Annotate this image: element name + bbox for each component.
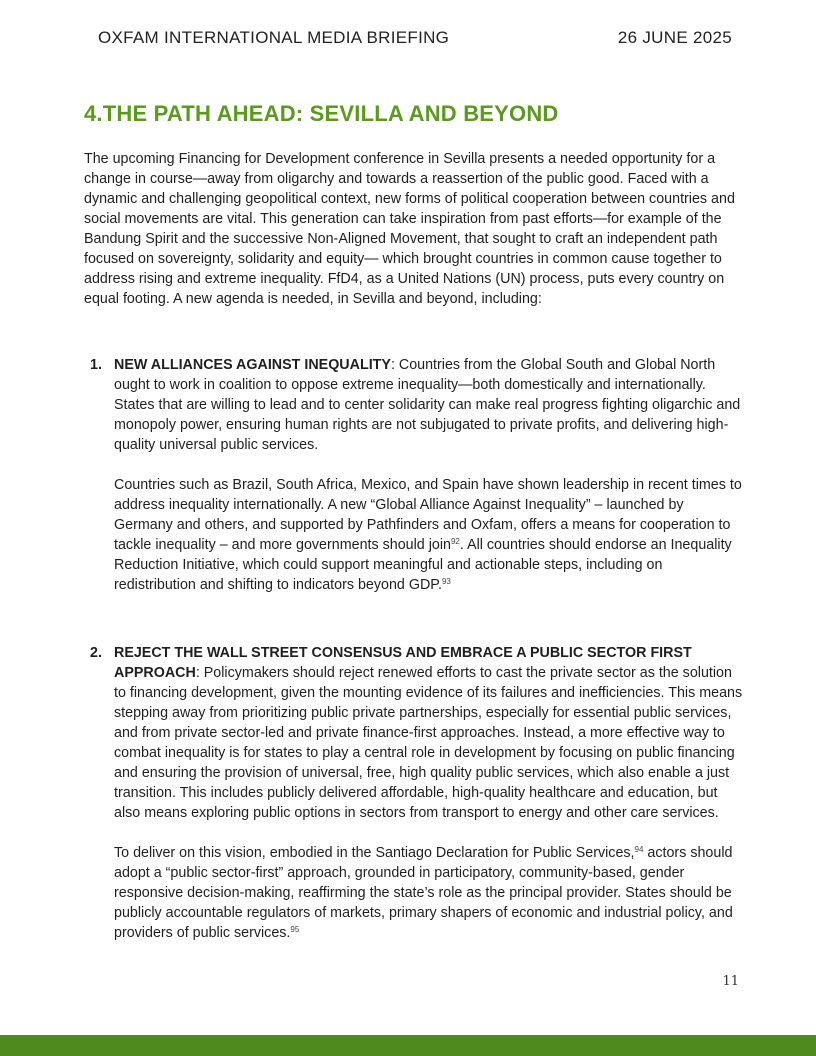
list-item-2 [84, 643, 744, 943]
intro-paragraph: The upcoming Financing for Development conference in Sevilla presents a needed opportunity for a change in course—away from oligarchy and towards a reassertion of the public good. Faced with a dynamic and challenging geopolitical context, new forms of political cooperation between countries and social movements are vital. This generation can take inspiration from past efforts—for example of the Bandung Spirit and the successive Non-Aligned Movement, that sought to craft an independent path focused on sovereignty, solidarity and equity— which brought countries in common cause together to address rising and extreme inequality. FfD4, as a United Nations (UN) process, puts every country on equal footing. A new agenda is needed, in Sevilla and beyond, including: [84, 151, 735, 307]
item-2-heading: REJECT THE WALL STREET CONSENSUS AND EMBRACE A PUBLIC SECTOR FIRST APPROACH [114, 645, 692, 681]
footnote-ref-95[interactable]: 95 [290, 925, 300, 934]
item-1-paragraph-1 [114, 355, 744, 455]
item-2-text: : Policymakers should reject renewed efforts to cast the private sector as the solution to financing development, given the mounting evidence of its failures and inefficiencies. This means stepping away from prioritizing public private partnerships, especially for essential public services, and from private sector-led and private finance-first approaches. Instead, a more effective way to combat inequality is for states to play a central role in development by focusing on public financing and ensuring the provision of universal, free, high quality public services, which also enable a just transition. This includes publicly delivered affordable, high-quality healthcare and education, but also means exploring public options in sectors from transport to energy and other care services. [114, 665, 743, 821]
footer-bar [0, 1035, 816, 1056]
list-number-2: 2. [90, 645, 102, 661]
item-1-text: : Countries from the Global South and Global North ought to work in coalition to oppose extreme inequality—both domestically and internationally. States that are willing to lead and to center solidarity can make real progress fighting oligarchic and monopoly power, ensuring human rights are not subjugated to private profits, and delivering high-quality universal public services. [114, 357, 741, 453]
header-date: 26 JUNE 2025 [617, 28, 732, 47]
footnote-ref-92[interactable]: 92 [450, 537, 460, 546]
page-number: 11 [722, 974, 739, 989]
section-title: 4.THE PATH AHEAD: SEVILLA AND BEYOND [84, 101, 559, 126]
item-2-paragraph-1 [114, 643, 744, 823]
item-2-paragraph-2: To deliver on this vision, embodied in the Santiago Declaration for Public Services,$^{94}$ actors should adopt a “public sector-first” approach, grounded in participatory, community-based, gender responsive decision-making, reaffirming the state’s role as the principal provider. States should be publicly accountable regulators of markets, primary shapers of economic and industrial policy, and providers of public services.$^{95}$ [114, 845, 733, 941]
footnote-ref-94[interactable]: 94 [634, 845, 644, 854]
header-org-title: OXFAM INTERNATIONAL MEDIA BRIEFING [98, 28, 450, 47]
item-1-heading: NEW ALLIANCES AGAINST INEQUALITY [114, 357, 391, 373]
item-1-paragraph-2: Countries such as Brazil, South Africa, Mexico, and Spain have shown leadership in recent times to address inequality internationally. A new “Global Alliance Against Inequality” – launched by Germany and others, and supported by Pathfinders and Oxfam, offers a means for cooperation to tackle inequality – and more governments should join$^{92}$. All countries should endorse an Inequality Reduction Initiative, which could support meaningful and actionable steps, including on redistribution and shifting to indicators beyond GDP.$^{93}$ [114, 477, 742, 593]
footnote-ref-93[interactable]: 93 [441, 577, 451, 586]
list-item-1 [84, 355, 744, 595]
list-number-1: 1. [90, 357, 102, 373]
